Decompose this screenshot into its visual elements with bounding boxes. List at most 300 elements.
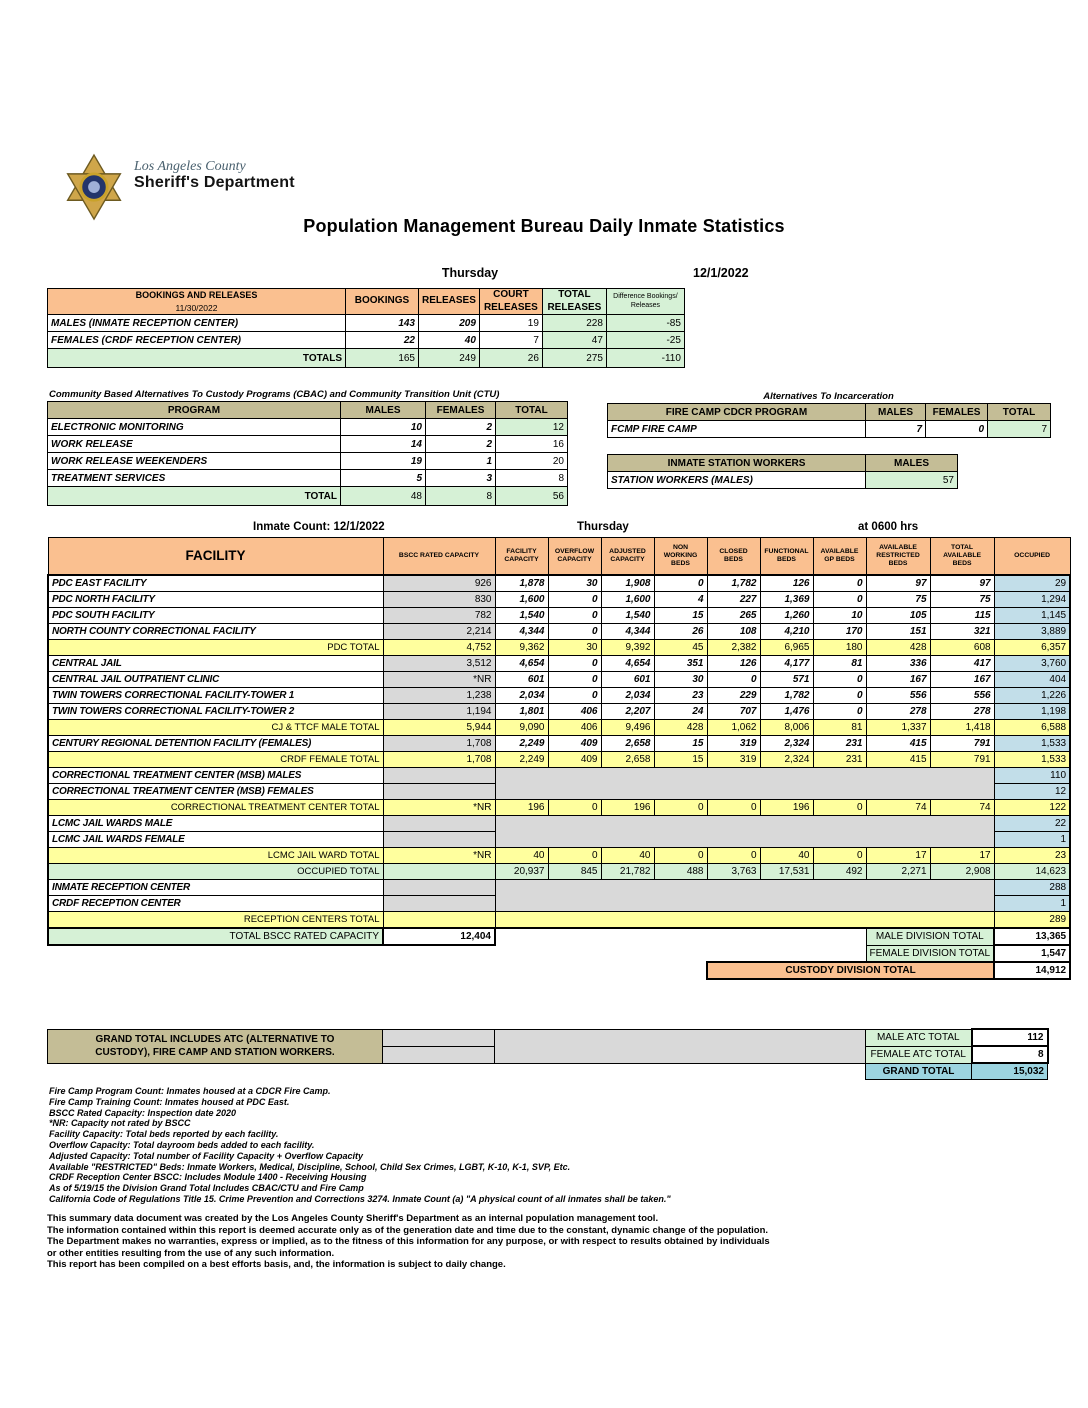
facility-label: CORRECTIONAL TREATMENT CENTER (MSB) FEMALES [48, 784, 383, 800]
footnote-line: Available "RESTRICTED" Beds: Inmate Workers, Medical, Discipline, School, Child Sex Crimes, LGBT, K-10, K-1, SVP, Etc. [49, 1161, 571, 1172]
occupied-cell: 3,889 [994, 624, 1070, 640]
column-header: NON WORKING BEDS [654, 538, 707, 576]
males-value: 7 [866, 421, 926, 438]
column-header: AVAILABLE GP BEDS [813, 538, 866, 576]
footnote-line: Adjusted Capacity: Total number of Facility Capacity + Overflow Capacity [49, 1150, 363, 1161]
total-value: 16 [496, 436, 568, 453]
footnote-line: Overflow Capacity: Total dayroom beds added to each facility. [49, 1139, 315, 1150]
facility-label: NORTH COUNTY CORRECTIONAL FACILITY [48, 624, 383, 640]
column-header: FACILITY [48, 538, 383, 576]
agency-department: Sheriff's Department [134, 173, 295, 191]
value-cell: 791 [930, 752, 994, 768]
totals-label: TOTALS [48, 349, 346, 368]
col-fire-camp: FIRE CAMP CDCR PROGRAM [608, 404, 866, 421]
bookings-date: 11/30/2022 [175, 302, 218, 313]
bscc-capacity-cell [383, 784, 495, 800]
releases-value: 209 [419, 315, 480, 332]
value-cell: 406 [548, 704, 601, 720]
facility-label: OCCUPIED TOTAL [48, 864, 383, 880]
grand-total-table [47, 1028, 1049, 1080]
value-cell: 15 [654, 736, 707, 752]
value-cell: 74 [866, 800, 930, 816]
facility-label: PDC EAST FACILITY [48, 575, 383, 592]
cbac-row [48, 419, 568, 436]
females-value: 2 [426, 436, 496, 453]
facility-label: CENTRAL JAIL OUTPATIENT CLINIC [48, 672, 383, 688]
total-row [48, 720, 1070, 736]
col-females: FEMALES [426, 402, 496, 419]
station-workers-table [607, 454, 958, 489]
value-cell: 17 [930, 848, 994, 864]
total-row [48, 848, 1070, 864]
value-cell: 1,878 [495, 575, 548, 592]
value-cell: 0 [813, 848, 866, 864]
value-cell: 1,782 [760, 688, 813, 704]
facility-label: CORRECTIONAL TREATMENT CENTER (MSB) MALES [48, 768, 383, 784]
value-cell: 4,654 [495, 656, 548, 672]
total-label: TOTAL [48, 487, 341, 506]
females-value: 3 [426, 470, 496, 487]
bscc-capacity-cell [383, 864, 495, 880]
value-cell: 17,531 [760, 864, 813, 880]
value-cell: 40 [601, 848, 654, 864]
value-cell: 4 [654, 592, 707, 608]
occupied-cell: 110 [994, 768, 1070, 784]
facility-label: PDC SOUTH FACILITY [48, 608, 383, 624]
total-row [48, 912, 1070, 929]
total-row [48, 752, 1070, 768]
bscc-capacity-cell [383, 832, 495, 848]
male-atc-value: 112 [972, 1029, 1048, 1046]
value-cell: 30 [548, 640, 601, 656]
value-cell: 40 [495, 848, 548, 864]
value-cell: 0 [813, 800, 866, 816]
bscc-capacity-cell: 1,708 [383, 752, 495, 768]
column-header: FACILITY CAPACITY [495, 538, 548, 576]
value-cell: 1,337 [866, 720, 930, 736]
occupied-cell: 3,760 [994, 656, 1070, 672]
facility-row [48, 575, 1070, 592]
male-division-value: 13,365 [994, 928, 1070, 945]
value-cell: 4,654 [601, 656, 654, 672]
occupied-cell: 14,623 [994, 864, 1070, 880]
total-releases-total: 275 [542, 349, 606, 368]
bscc-total-value: 12,404 [383, 928, 495, 945]
value-cell: 10 [813, 608, 866, 624]
male-atc-row [48, 1029, 1048, 1046]
program-label: WORK RELEASE WEEKENDERS [48, 453, 341, 470]
facility-table-header [48, 538, 1070, 576]
empty-merged-cell [495, 768, 994, 800]
value-cell: 229 [707, 688, 760, 704]
occupied-cell: 6,357 [994, 640, 1070, 656]
custody-division-row [48, 962, 1070, 979]
empty-cell [383, 1046, 495, 1063]
males-value: 19 [341, 453, 426, 470]
bscc-capacity-cell [383, 880, 495, 896]
value-cell: 1,476 [760, 704, 813, 720]
value-cell: 126 [760, 575, 813, 592]
col-females: FEMALES [926, 404, 988, 421]
col-males: MALES [866, 455, 958, 472]
females-value: 2 [426, 419, 496, 436]
value-cell: 0 [813, 672, 866, 688]
bookings-value: 22 [346, 332, 419, 349]
value-cell: 2,271 [866, 864, 930, 880]
value-cell: 2,034 [601, 688, 654, 704]
row-label: STATION WORKERS (MALES) [608, 472, 866, 489]
female-division-label: FEMALE DIVISION TOTAL [866, 945, 994, 962]
footnotes [49, 1086, 671, 1205]
occupied-cell: 1,198 [994, 704, 1070, 720]
facility-label: CRDF RECEPTION CENTER [48, 896, 383, 912]
facility-label: PDC NORTH FACILITY [48, 592, 383, 608]
fire-camp-table [607, 403, 1051, 438]
bookings-value: 143 [346, 315, 419, 332]
page-title: Population Management Bureau Daily Inmate Statistics [303, 216, 785, 236]
facility-label: TWIN TOWERS CORRECTIONAL FACILITY-TOWER 2 [48, 704, 383, 720]
value-cell: 265 [707, 608, 760, 624]
value-cell: 608 [930, 640, 994, 656]
value-cell: 2,658 [601, 752, 654, 768]
grand-total-value: 15,032 [972, 1063, 1048, 1080]
col-males: MALES [341, 402, 426, 419]
value-cell: 4,177 [760, 656, 813, 672]
facility-table-footer [48, 928, 1070, 979]
total-value: 8 [496, 470, 568, 487]
disclaimer-line: This summary data document was created by the Los Angeles County Sheriff's Department as an internal population management tool. [47, 1213, 659, 1224]
value-cell: 428 [654, 720, 707, 736]
col-total-releases: TOTAL RELEASES [542, 289, 606, 315]
total-value: 12 [496, 419, 568, 436]
value-cell: 2,658 [601, 736, 654, 752]
value-cell: 2,207 [601, 704, 654, 720]
value-cell: 126 [707, 656, 760, 672]
fire-camp-row [608, 421, 1051, 438]
footnote-line: California Code of Regulations Title 15. Crime Prevention and Corrections 3274. Inmate Count (a) "A physical count of all inmates shall be taken." [49, 1193, 671, 1204]
value-cell: 0 [813, 688, 866, 704]
footnote-line: As of 5/19/15 the Division Grand Total Includes CBAC/CTU and Fire Camp [49, 1183, 364, 1194]
value-cell: 601 [601, 672, 654, 688]
column-header: AVAILABLE RESTRICTED BEDS [866, 538, 930, 576]
spacer [48, 962, 707, 979]
count-time: at 0600 hrs [858, 521, 919, 533]
value-cell: 105 [866, 608, 930, 624]
value-cell: 0 [548, 672, 601, 688]
value-cell: 2,249 [495, 736, 548, 752]
bscc-capacity-cell: *NR [383, 800, 495, 816]
col-total: TOTAL [496, 402, 568, 419]
bookings-row-males [48, 315, 685, 332]
value-cell: 1,782 [707, 575, 760, 592]
footnote-line: Facility Capacity: Total beds reported by each facility. [49, 1129, 279, 1140]
value-cell: 1,908 [601, 575, 654, 592]
value-cell: 707 [707, 704, 760, 720]
value-cell: 351 [654, 656, 707, 672]
value-cell: 1,600 [495, 592, 548, 608]
value-cell: 23 [654, 688, 707, 704]
occupied-cell: 1,226 [994, 688, 1070, 704]
value-cell: 231 [813, 736, 866, 752]
facility-label: PDC TOTAL [48, 640, 383, 656]
bookings-row-females [48, 332, 685, 349]
station-workers-row [608, 472, 958, 489]
value-cell: 488 [654, 864, 707, 880]
value-cell: 0 [548, 848, 601, 864]
facility-row [48, 688, 1070, 704]
value-cell: 9,496 [601, 720, 654, 736]
count-weekday: Thursday [577, 521, 629, 533]
total-row [48, 640, 1070, 656]
grand-total-note [48, 1029, 383, 1063]
spacer [495, 928, 866, 945]
male-division-label: MALE DIVISION TOTAL [866, 928, 994, 945]
bscc-capacity-cell: 1,238 [383, 688, 495, 704]
column-header: OCCUPIED [994, 538, 1070, 576]
value-cell: 278 [930, 704, 994, 720]
value-cell: 2,908 [930, 864, 994, 880]
difference-total: -110 [606, 349, 684, 368]
facility-row [48, 704, 1070, 720]
value-cell: 1,600 [601, 592, 654, 608]
agency-name [134, 160, 295, 191]
total-value: 7 [988, 421, 1051, 438]
col-difference: Difference Bookings/ Releases [606, 289, 684, 315]
court-releases-value: 19 [479, 315, 542, 332]
value-cell: 845 [548, 864, 601, 880]
facility-label: LCMC JAIL WARDS FEMALE [48, 832, 383, 848]
occupied-cell: 29 [994, 575, 1070, 592]
grand-total-row [48, 1063, 1048, 1080]
males-value: 57 [866, 472, 958, 489]
value-cell: 2,249 [495, 752, 548, 768]
facility-label: CENTURY REGIONAL DETENTION FACILITY (FEMALES) [48, 736, 383, 752]
value-cell: 26 [654, 624, 707, 640]
disclaimer [47, 1213, 770, 1271]
occupied-cell: 12 [994, 784, 1070, 800]
note-line-1: GRAND TOTAL INCLUDES ATC (ALTERNATIVE TO [95, 1034, 335, 1045]
facility-row [48, 672, 1070, 688]
value-cell: 2,324 [760, 736, 813, 752]
value-cell: 40 [760, 848, 813, 864]
value-cell: 9,392 [601, 640, 654, 656]
value-cell: 8,006 [760, 720, 813, 736]
empty-merged-cell [495, 1029, 866, 1063]
empty-merged-cell [495, 912, 994, 929]
value-cell: 151 [866, 624, 930, 640]
bookings-header-row [48, 289, 685, 315]
value-cell: 415 [866, 752, 930, 768]
row-label: MALES (INMATE RECEPTION CENTER) [48, 315, 346, 332]
disclaimer-line: or other entities resulting from the use of any such information. [47, 1247, 335, 1259]
total-releases-value: 47 [542, 332, 606, 349]
facility-label: LCMC JAIL WARDS MALE [48, 816, 383, 832]
bookings-total: 165 [346, 349, 419, 368]
value-cell: 180 [813, 640, 866, 656]
value-cell: 4,344 [601, 624, 654, 640]
females-value: 1 [426, 453, 496, 470]
facility-header-row [48, 538, 1070, 576]
value-cell: 1,540 [495, 608, 548, 624]
bscc-capacity-cell: *NR [383, 672, 495, 688]
value-cell: 231 [813, 752, 866, 768]
bscc-capacity-cell [383, 912, 495, 929]
facility-label: LCMC JAIL WARD TOTAL [48, 848, 383, 864]
value-cell: 417 [930, 656, 994, 672]
bscc-capacity-cell: 1,194 [383, 704, 495, 720]
column-header: CLOSED BEDS [707, 538, 760, 576]
value-cell: 0 [707, 800, 760, 816]
female-division-row [48, 945, 1070, 962]
footnote-line: *NR: Capacity not rated by BSCC [49, 1118, 191, 1129]
value-cell: 30 [548, 575, 601, 592]
disclaimer-line: The information contained within this report is deemed accurate only as of the generation date and time due to the constant, dynamic change of the population. [47, 1224, 769, 1236]
value-cell: 196 [760, 800, 813, 816]
bscc-capacity-cell: 5,944 [383, 720, 495, 736]
value-cell: 1,801 [495, 704, 548, 720]
value-cell: 336 [866, 656, 930, 672]
cbac-title: Community Based Alternatives To Custody Programs (CBAC) and Community Transition Unit (CTU) [49, 389, 500, 400]
weekday-label: Thursday [441, 266, 499, 280]
occupied-cell: 6,588 [994, 720, 1070, 736]
occupied-cell: 288 [994, 880, 1070, 896]
occupied-cell: 289 [994, 912, 1070, 929]
value-cell: 15 [654, 608, 707, 624]
value-cell: 75 [930, 592, 994, 608]
value-cell: 319 [707, 752, 760, 768]
col-releases: RELEASES [419, 289, 480, 315]
value-cell: 75 [866, 592, 930, 608]
occupied-cell: 1,533 [994, 736, 1070, 752]
program-label: ELECTRONIC MONITORING [48, 419, 341, 436]
value-cell: 571 [760, 672, 813, 688]
value-cell: 415 [866, 736, 930, 752]
agency-county: Los Angeles County [134, 159, 246, 174]
value-cell: 0 [548, 608, 601, 624]
releases-total: 249 [419, 349, 480, 368]
value-cell: 227 [707, 592, 760, 608]
value-cell: 97 [930, 575, 994, 592]
value-cell: 1,418 [930, 720, 994, 736]
bookings-title: BOOKINGS AND RELEASES [135, 289, 258, 300]
value-cell: 21,782 [601, 864, 654, 880]
value-cell: 0 [548, 624, 601, 640]
disclaimer-line: This report has been compiled on a best efforts basis, and, the information is subject to daily change. [47, 1259, 506, 1271]
value-cell: 9,362 [495, 640, 548, 656]
value-cell: 9,090 [495, 720, 548, 736]
court-releases-value: 7 [479, 332, 542, 349]
footnote-line: Fire Camp Program Count: Inmates housed at a CDCR Fire Camp. [49, 1086, 331, 1096]
facility-label: CORRECTIONAL TREATMENT CENTER TOTAL [48, 800, 383, 816]
row-label: FCMP FIRE CAMP [608, 421, 866, 438]
occupied-cell: 23 [994, 848, 1070, 864]
facility-table-body [48, 575, 1070, 928]
facility-label: TWIN TOWERS CORRECTIONAL FACILITY-TOWER 1 [48, 688, 383, 704]
column-header: TOTAL AVAILABLE BEDS [930, 538, 994, 576]
occupied-cell: 122 [994, 800, 1070, 816]
value-cell: 0 [654, 848, 707, 864]
value-cell: 1,540 [601, 608, 654, 624]
col-males: MALES [866, 404, 926, 421]
value-cell: 24 [654, 704, 707, 720]
note-line-2: CUSTODY), FIRE CAMP AND STATION WORKERS. [95, 1047, 335, 1058]
value-cell: 791 [930, 736, 994, 752]
bscc-capacity-cell: *NR [383, 848, 495, 864]
grand-total-label: GRAND TOTAL [866, 1063, 972, 1080]
occupied-cell: 404 [994, 672, 1070, 688]
bookings-title-cell [48, 289, 346, 315]
bookings-totals-row [48, 349, 685, 368]
value-cell: 1,260 [760, 608, 813, 624]
difference-value: -25 [606, 332, 684, 349]
occupied-cell: 1,145 [994, 608, 1070, 624]
value-cell: 492 [813, 864, 866, 880]
court-releases-total: 26 [479, 349, 542, 368]
total-value: 20 [496, 453, 568, 470]
value-cell: 556 [866, 688, 930, 704]
empty-merged-cell [495, 816, 994, 848]
bscc-total-row [48, 928, 1070, 945]
facility-label: CRDF FEMALE TOTAL [48, 752, 383, 768]
value-cell: 170 [813, 624, 866, 640]
footnote-line: BSCC Rated Capacity: Inspection date 2020 [49, 1107, 237, 1118]
value-cell: 17 [866, 848, 930, 864]
spacer [48, 945, 866, 962]
cbac-table [47, 401, 568, 506]
special-housing-row [48, 816, 1070, 832]
column-header: ADJUSTED CAPACITY [601, 538, 654, 576]
males-value: 5 [341, 470, 426, 487]
value-cell: 2,382 [707, 640, 760, 656]
value-cell: 2,324 [760, 752, 813, 768]
releases-value: 40 [419, 332, 480, 349]
bscc-capacity-cell: 926 [383, 575, 495, 592]
facility-row [48, 624, 1070, 640]
cbac-row [48, 453, 568, 470]
occupied-cell: 1,533 [994, 752, 1070, 768]
value-cell: 196 [495, 800, 548, 816]
facility-row [48, 592, 1070, 608]
inmate-count-label: Inmate Count: 12/1/2022 [253, 521, 385, 533]
value-cell: 167 [866, 672, 930, 688]
value-cell: 0 [707, 672, 760, 688]
program-label: WORK RELEASE [48, 436, 341, 453]
value-cell: 0 [548, 688, 601, 704]
value-cell: 0 [707, 848, 760, 864]
column-header: FUNCTIONAL BEDS [760, 538, 813, 576]
facility-label: CJ & TTCF MALE TOTAL [48, 720, 383, 736]
female-atc-label: FEMALE ATC TOTAL [866, 1046, 972, 1063]
empty-merged-cell [495, 880, 994, 912]
male-atc-label: MALE ATC TOTAL [866, 1029, 972, 1046]
occupied-cell: 1,294 [994, 592, 1070, 608]
bscc-capacity-cell: 830 [383, 592, 495, 608]
value-cell: 2,034 [495, 688, 548, 704]
value-cell: 0 [548, 800, 601, 816]
total-releases-value: 228 [542, 315, 606, 332]
col-program: PROGRAM [48, 402, 341, 419]
females-value: 0 [926, 421, 988, 438]
value-cell: 406 [548, 720, 601, 736]
value-cell: 409 [548, 752, 601, 768]
footnote-line: Fire Camp Training Count: Inmates housed at PDC East. [49, 1096, 290, 1107]
value-cell: 20,937 [495, 864, 548, 880]
facility-label: INMATE RECEPTION CENTER [48, 880, 383, 896]
empty-cell [383, 1029, 495, 1046]
value-cell: 0 [813, 575, 866, 592]
footnote-line: CRDF Reception Center BSCC: Includes Module 1400 - Receiving Housing [49, 1172, 367, 1183]
bscc-capacity-cell: 1,708 [383, 736, 495, 752]
